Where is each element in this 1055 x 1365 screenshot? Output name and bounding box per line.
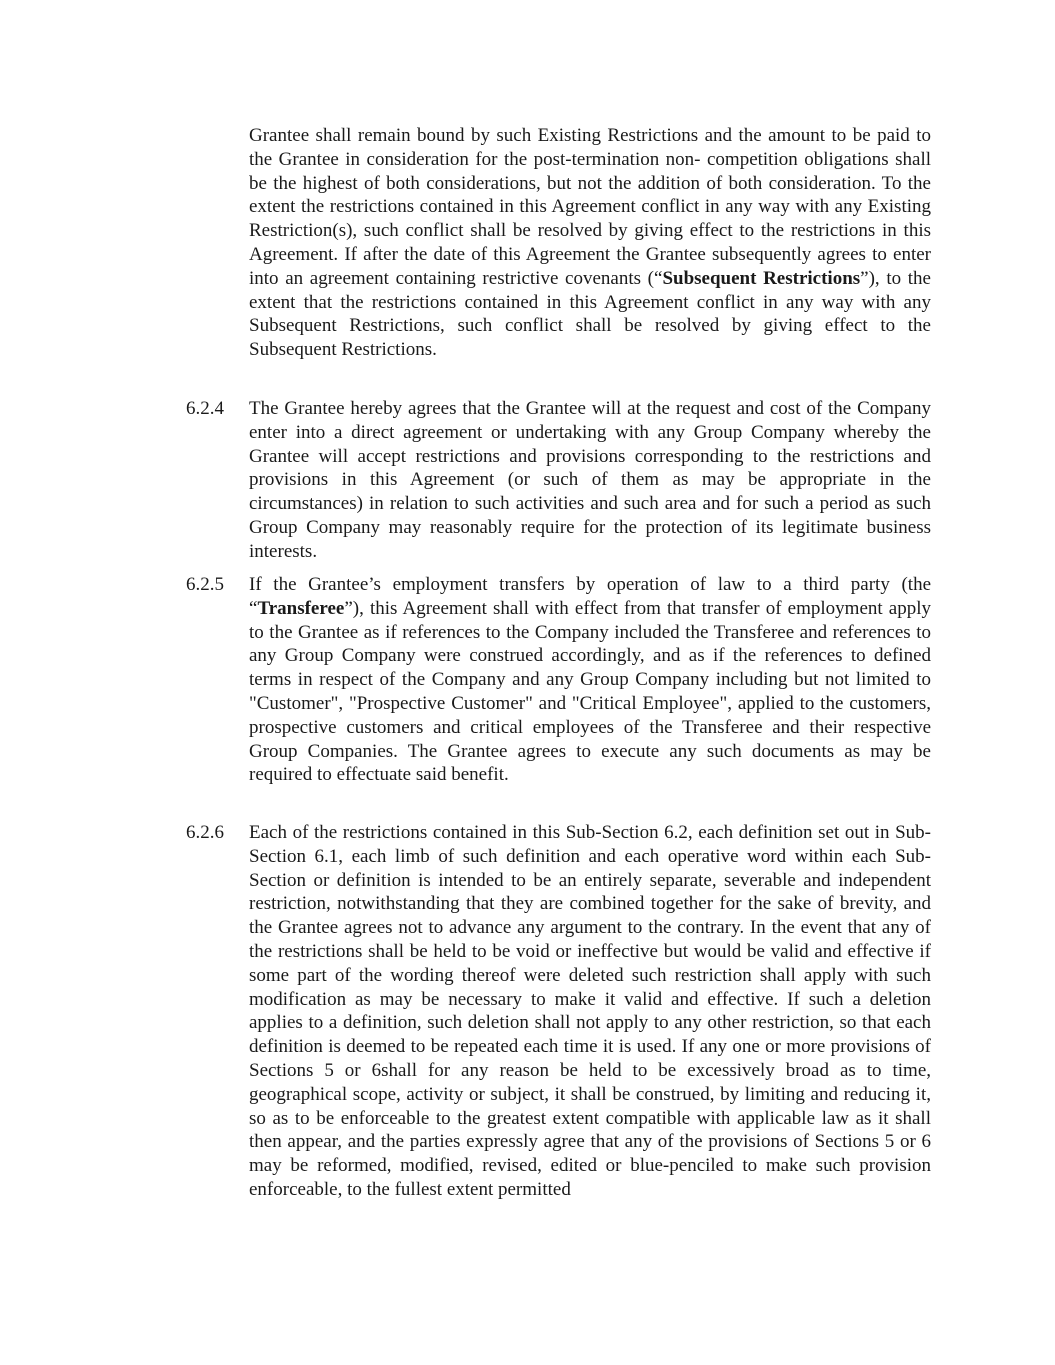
clause-number: 6.2.4 — [186, 398, 224, 419]
clause-text: The Grantee hereby agrees that the Grantee will at the request and cost of the Company enter into a direct agreement or undertaking with any Group Company whereby the Grantee will accept restrictions and provisions corresponding to the restrictions and provisions in this Agreement (or such of them as may be appropriate in the circumstances) in relation to such activities and such area and for such a period as such Group Company may reasonably require for the protection of its legitimate business interests. — [249, 398, 931, 562]
clause-number: 6.2.6 — [186, 822, 224, 843]
continuation-text-end: ”), to the extent that the restrictions contained in this Agreement conflict in any way with any Subsequent Restrictions, such conflict shall be resolved by giving effect to the Subsequent Restrictions. — [249, 267, 931, 361]
clause-text: Each of the restrictions contained in this Sub-Section 6.2, each definition set out in Sub-Section 6.1, each limb of such definition and each operative word within each Sub-Section or definition is intended to be an entirely separate, severable and independent restriction, notwithstanding that they are combined together for the sake of brevity, and the Grantee agrees not to advance any argument to the contrary. In the event that any of the restrictions shall be held to be void or ineffective but would be valid and effective if some part of the wording thereof were deleted such restriction shall apply with such modification as may be necessary to make it valid and effective. If such a deletion applies to a definition, such deletion shall not apply to any other restriction, so that each definition is deemed to be repeated each time it is used. If any one or more provisions of Sections 5 or 6shall for any reason be held to be excessively broad as to time, geographical scope, activity or subject, it shall be construed, by limiting and reducing it, so as to be enforceable to the greatest extent compatible with applicable law as it shall then appear, and the parties expressly agree that any of the provisions of Sections 5 or 6 may be reformed, modified, revised, edited or blue-penciled to make such provision enforceable, to the fullest extent permitted — [249, 822, 931, 1200]
clause-text-start: If the Grantee’s employment transfers by operation of law to a third party (the “ — [249, 574, 931, 619]
clause-number: 6.2.5 — [186, 574, 224, 595]
continuation-paragraph — [249, 124, 931, 362]
defined-term-transferee: Transferee — [257, 597, 345, 619]
defined-term-subsequent-restrictions: Subsequent Restrictions — [662, 267, 861, 289]
clause-text — [249, 573, 931, 787]
clause-text-end: ”), this Agreement shall with effect from that transfer of employment apply to the Grantee as if references to the Company included the Transferee and references to any Group Company were construed accordingly, and as if the references to defined terms in respect of the Company and any Group Company including but not limited to "Customer", "Prospective Customer" and "Critical Employee", applied to the customers, prospective customers and critical employees of the Transferee and their respective Group Companies. The Grantee agrees to execute any such documents as may be required to effectuate said benefit. — [249, 597, 931, 786]
continuation-text-start: Grantee shall remain bound by such Existing Restrictions and the amount to be paid to the Grantee in consideration for the post-termination non- competition obligations shall be the highest of both considerations, but not the addition of both consideration. To the extent the restrictions contained in this Agreement conflict in any way with any Existing Restriction(s), such conflict shall be resolved by giving effect to the restrictions in this Agreement. If after the date of this Agreement the Grantee subsequently agrees to enter into an agreement containing restrictive covenants (“ — [249, 125, 931, 289]
